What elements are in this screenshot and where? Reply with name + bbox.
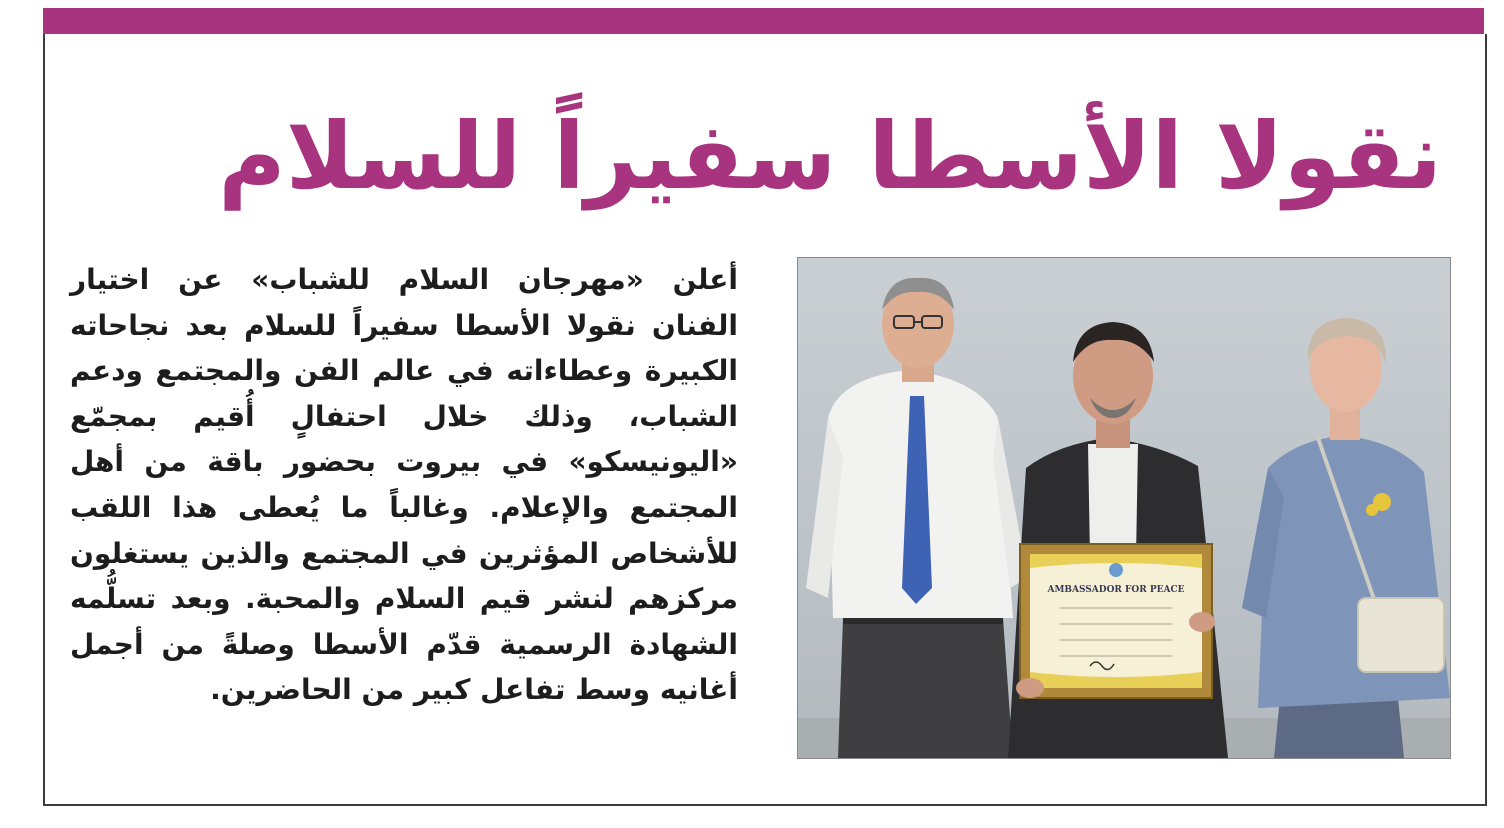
photo-illustration: [798, 258, 1450, 758]
article-headline: نقولا الأسطا سفيراً للسلام: [218, 103, 1442, 210]
person-right: [1242, 318, 1450, 758]
article-body: أعلن «مهرجان السلام للشباب» عن اختيار الفنان نقولا الأسطا سفيراً للسلام بعد نجاحاته الكبيرة وعطاءاته في عالم الفن والمجتمع ودعم الشباب، وذلك خلال احتفالٍ أُقيم بمجمّع «اليونيسكو» في بيروت بحضور باقة من أهل المجتمع والإعلام. وغالباً ما يُعطى هذا اللقب للأشخاص المؤثرين في المجتمع والذين يستغلون مركزهم لنشر قيم السلام والمحبة. وبعد تسلُّمه الشهادة الرسمية قدّم الأسطا وصلةً من أجمل أغانيه وسط تفاعل كبير من الحاضرين.: [70, 263, 738, 707]
top-accent-bar: [43, 8, 1484, 34]
person-left: [806, 278, 1028, 758]
certificate: [1020, 544, 1212, 698]
article-photo: [797, 257, 1451, 759]
certificate-title: AMBASSADOR FOR PEACE: [1047, 585, 1185, 595]
